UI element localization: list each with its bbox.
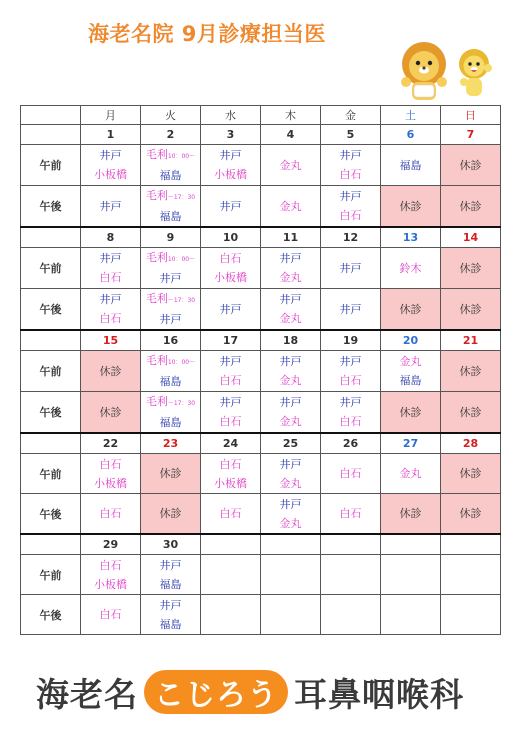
doctor-hours: 10：00～ <box>167 359 196 366</box>
doctor-cell <box>321 454 381 494</box>
doctor-name: 毛利10：00～ <box>145 354 196 367</box>
closed-cell <box>441 454 501 494</box>
closed-label: 休診 <box>99 405 122 419</box>
doctor-name: 白石 <box>219 374 242 387</box>
date-cell: 7 <box>441 125 501 145</box>
morning-label: 午前 <box>21 454 81 494</box>
doctor-cell <box>81 186 141 228</box>
date-cell: 23 <box>141 433 201 454</box>
date-cell: 11 <box>261 227 321 248</box>
closed-cell <box>441 494 501 535</box>
morning-label: 午前 <box>21 248 81 289</box>
date-cell: 14 <box>441 227 501 248</box>
afternoon-label: 午後 <box>21 392 81 434</box>
doctor-cell <box>141 595 201 635</box>
doctor-name: 福島 <box>159 210 182 223</box>
doctor-cell <box>201 351 261 392</box>
clinic-name-prefix: 海老名 <box>36 674 138 714</box>
clinic-name-suffix: 耳鼻咽喉科 <box>294 674 464 714</box>
date-cell: 19 <box>321 330 381 351</box>
weekday-header: 金 <box>321 106 381 125</box>
closed-cell <box>381 392 441 434</box>
doctor-cell <box>261 454 321 494</box>
date-cell: 13 <box>381 227 441 248</box>
doctor-name: 金丸 <box>399 467 422 480</box>
doctor-cell <box>141 145 201 186</box>
afternoon-label: 午後 <box>21 186 81 228</box>
doctor-cell <box>81 248 141 289</box>
doctor-name: 井戸 <box>279 355 302 368</box>
date-cell: 18 <box>261 330 321 351</box>
doctor-name: 金丸 <box>279 415 302 428</box>
doctor-name: 井戸 <box>339 149 362 162</box>
doctor-cell <box>261 186 321 228</box>
doctor-name: 井戸 <box>339 355 362 368</box>
closed-label: 休診 <box>459 302 482 316</box>
closed-cell <box>441 289 501 331</box>
doctor-cell <box>321 289 381 331</box>
closed-label: 休診 <box>459 199 482 213</box>
date-row <box>21 125 501 145</box>
doctor-name: 福島 <box>159 416 182 429</box>
morning-row <box>21 145 501 186</box>
weekday-header: 木 <box>261 106 321 125</box>
closed-label: 休診 <box>159 507 182 520</box>
doctor-name: 小板橋 <box>214 271 247 284</box>
closed-label: 休診 <box>399 199 422 213</box>
afternoon-row <box>21 494 501 535</box>
doctor-name: 毛利10：00～ <box>145 148 196 161</box>
closed-cell <box>441 186 501 228</box>
doctor-name: 井戸 <box>159 313 182 326</box>
doctor-name: 白石 <box>99 312 122 325</box>
doctor-hours: ～17：30 <box>167 297 196 304</box>
doctor-cell <box>201 186 261 228</box>
date-cell: 9 <box>141 227 201 248</box>
doctor-hours: ～17：30 <box>167 400 196 407</box>
doctor-name: 井戸 <box>99 149 122 162</box>
closed-cell <box>81 392 141 434</box>
doctor-name: 福島 <box>399 374 422 387</box>
doctor-cell <box>81 145 141 186</box>
doctor-name: 井戸 <box>339 302 362 316</box>
date-cell: 30 <box>141 534 201 555</box>
doctor-cell <box>261 595 321 635</box>
date-cell <box>441 534 501 555</box>
closed-label: 休診 <box>459 467 482 480</box>
closed-cell <box>381 494 441 535</box>
doctor-name: 井戸 <box>99 293 122 306</box>
morning-row <box>21 555 501 595</box>
doctor-name: 井戸 <box>279 396 302 409</box>
weekday-header: 日 <box>441 106 501 125</box>
doctor-cell <box>201 454 261 494</box>
date-cell: 3 <box>201 125 261 145</box>
closed-label: 休診 <box>159 467 182 480</box>
doctor-cell <box>261 351 321 392</box>
date-cell <box>381 534 441 555</box>
doctor-name: 白石 <box>99 558 122 572</box>
doctor-name: 小板橋 <box>214 168 247 181</box>
doctor-cell <box>141 392 201 434</box>
date-cell: 17 <box>201 330 261 351</box>
doctor-cell <box>321 595 381 635</box>
date-row <box>21 433 501 454</box>
date-cell: 4 <box>261 125 321 145</box>
date-row <box>21 330 501 351</box>
closed-cell <box>441 351 501 392</box>
lion-mascot-large-icon <box>401 42 447 100</box>
morning-label: 午前 <box>21 145 81 186</box>
afternoon-row <box>21 595 501 635</box>
page-title: 海老名院 9月診療担当医 <box>88 22 326 46</box>
doctor-cell <box>81 494 141 535</box>
closed-cell <box>81 351 141 392</box>
doctor-cell <box>141 289 201 331</box>
doctor-name: 井戸 <box>339 190 362 203</box>
doctor-name: 井戸 <box>99 199 122 213</box>
closed-cell <box>381 186 441 228</box>
doctor-cell <box>261 289 321 331</box>
doctor-cell <box>441 595 501 635</box>
date-cell: 6 <box>381 125 441 145</box>
doctor-name: 井戸 <box>219 302 242 316</box>
closed-cell <box>441 145 501 186</box>
doctor-cell <box>381 145 441 186</box>
doctor-name: 白石 <box>339 415 362 428</box>
doctor-cell <box>201 595 261 635</box>
weekday-header: 火 <box>141 106 201 125</box>
date-row <box>21 227 501 248</box>
doctor-cell <box>261 145 321 186</box>
doctor-cell <box>81 289 141 331</box>
doctor-cell <box>261 248 321 289</box>
date-row <box>21 534 501 555</box>
doctor-name: 井戸 <box>279 497 302 511</box>
doctor-name: 白石 <box>219 415 242 428</box>
doctor-name: 白石 <box>339 507 362 520</box>
doctor-name: 金丸 <box>279 158 302 172</box>
doctor-cell <box>381 454 441 494</box>
doctor-name: 井戸 <box>219 149 242 162</box>
morning-row <box>21 454 501 494</box>
date-row-label <box>21 534 81 555</box>
closed-cell <box>441 392 501 434</box>
doctor-name: 白石 <box>99 271 122 284</box>
doctor-name: 毛利～17：30 <box>145 189 196 202</box>
doctor-name: 井戸 <box>279 252 302 265</box>
date-cell: 25 <box>261 433 321 454</box>
morning-label: 午前 <box>21 555 81 595</box>
doctor-name: 白石 <box>99 507 122 520</box>
doctor-cell <box>381 351 441 392</box>
doctor-cell <box>381 248 441 289</box>
closed-cell <box>141 494 201 535</box>
morning-label: 午前 <box>21 351 81 392</box>
date-cell: 1 <box>81 125 141 145</box>
doctor-name: 井戸 <box>279 457 302 471</box>
doctor-name: 白石 <box>339 168 362 181</box>
closed-label: 休診 <box>399 405 422 419</box>
weekday-header: 水 <box>201 106 261 125</box>
closed-label: 休診 <box>459 158 482 172</box>
date-cell: 12 <box>321 227 381 248</box>
closed-cell <box>141 454 201 494</box>
doctor-name: 金丸 <box>279 374 302 387</box>
date-cell: 26 <box>321 433 381 454</box>
schedule-table <box>20 105 501 635</box>
doctor-name: 白石 <box>339 374 362 387</box>
doctor-name: 井戸 <box>219 199 242 213</box>
doctor-name: 金丸 <box>279 271 302 284</box>
doctor-name: 井戸 <box>339 396 362 409</box>
closed-label: 休診 <box>459 261 482 275</box>
date-cell: 21 <box>441 330 501 351</box>
doctor-cell <box>321 351 381 392</box>
doctor-name: 井戸 <box>159 598 182 612</box>
date-cell: 20 <box>381 330 441 351</box>
date-row-label <box>21 227 81 248</box>
doctor-name: 小板橋 <box>214 476 247 490</box>
doctor-name: 福島 <box>159 375 182 388</box>
doctor-name: 白石 <box>339 209 362 222</box>
date-cell: 5 <box>321 125 381 145</box>
doctor-name: 小板橋 <box>94 168 127 181</box>
weekday-header: 月 <box>81 106 141 125</box>
doctor-name: 小板橋 <box>94 577 127 591</box>
date-cell: 24 <box>201 433 261 454</box>
doctor-cell <box>201 248 261 289</box>
doctor-name: 井戸 <box>99 252 122 265</box>
doctor-cell <box>381 595 441 635</box>
doctor-cell <box>81 555 141 595</box>
doctor-name: 金丸 <box>279 476 302 490</box>
doctor-cell <box>321 248 381 289</box>
clinic-name-footer <box>36 666 464 718</box>
doctor-name: 福島 <box>399 158 422 172</box>
weekday-header: 土 <box>381 106 441 125</box>
closed-label: 休診 <box>459 405 482 419</box>
doctor-name: 白石 <box>219 457 242 471</box>
date-cell <box>321 534 381 555</box>
doctor-name: 金丸 <box>399 355 422 368</box>
doctor-name: 金丸 <box>279 312 302 325</box>
morning-row <box>21 351 501 392</box>
closed-cell <box>381 289 441 331</box>
lion-mascot-small-icon <box>459 49 492 96</box>
closed-label: 休診 <box>459 364 482 378</box>
doctor-name: 井戸 <box>159 272 182 285</box>
doctor-name: 福島 <box>159 577 182 591</box>
doctor-cell <box>81 454 141 494</box>
doctor-cell <box>321 145 381 186</box>
doctor-cell <box>201 392 261 434</box>
doctor-cell <box>141 351 201 392</box>
weekday-header-row <box>21 106 501 125</box>
doctor-name: 金丸 <box>279 516 302 530</box>
doctor-name: 井戸 <box>219 355 242 368</box>
lion-mascots-illustration <box>392 38 502 106</box>
date-cell: 28 <box>441 433 501 454</box>
doctor-cell <box>201 289 261 331</box>
morning-row <box>21 248 501 289</box>
closed-label: 休診 <box>459 507 482 520</box>
doctor-name: 井戸 <box>219 396 242 409</box>
doctor-hours: 10：00～ <box>167 153 196 160</box>
date-cell: 16 <box>141 330 201 351</box>
afternoon-label: 午後 <box>21 494 81 535</box>
header-corner <box>21 106 81 125</box>
doctor-cell <box>201 555 261 595</box>
doctor-cell <box>81 595 141 635</box>
doctor-hours: ～17：30 <box>167 194 196 201</box>
doctor-cell <box>321 494 381 535</box>
afternoon-row <box>21 392 501 434</box>
doctor-name: 金丸 <box>279 199 302 213</box>
doctor-name: 井戸 <box>279 293 302 306</box>
doctor-name: 毛利～17：30 <box>145 395 196 408</box>
doctor-cell <box>141 248 201 289</box>
doctor-name: 白石 <box>99 608 122 621</box>
doctor-cell <box>201 494 261 535</box>
date-cell <box>261 534 321 555</box>
date-row-label <box>21 330 81 351</box>
doctor-cell <box>381 555 441 595</box>
doctor-name: 福島 <box>159 617 182 631</box>
doctor-hours: 10：00～ <box>167 256 196 263</box>
date-row-label <box>21 125 81 145</box>
date-cell: 2 <box>141 125 201 145</box>
doctor-name: 井戸 <box>159 558 182 572</box>
date-cell: 8 <box>81 227 141 248</box>
doctor-name: 白石 <box>99 457 122 471</box>
date-cell: 22 <box>81 433 141 454</box>
doctor-cell <box>261 494 321 535</box>
afternoon-row <box>21 186 501 228</box>
doctor-name: 白石 <box>339 467 362 480</box>
doctor-name: 毛利～17：30 <box>145 292 196 305</box>
doctor-cell <box>441 555 501 595</box>
doctor-name: 毛利10：00～ <box>145 251 196 264</box>
closed-label: 休診 <box>99 364 122 378</box>
afternoon-label: 午後 <box>21 595 81 635</box>
date-cell: 27 <box>381 433 441 454</box>
doctor-name: 福島 <box>159 169 182 182</box>
doctor-cell <box>321 555 381 595</box>
doctor-cell <box>261 555 321 595</box>
afternoon-row <box>21 289 501 331</box>
date-cell <box>201 534 261 555</box>
closed-label: 休診 <box>399 302 422 316</box>
doctor-cell <box>321 392 381 434</box>
closed-label: 休診 <box>399 507 422 520</box>
doctor-cell <box>201 145 261 186</box>
date-cell: 29 <box>81 534 141 555</box>
clinic-name-highlight: こじろう <box>144 670 288 714</box>
date-cell: 15 <box>81 330 141 351</box>
doctor-name: 白石 <box>219 507 242 520</box>
doctor-name: 小板橋 <box>94 476 127 490</box>
doctor-cell <box>141 186 201 228</box>
date-cell: 10 <box>201 227 261 248</box>
afternoon-label: 午後 <box>21 289 81 331</box>
doctor-cell <box>141 555 201 595</box>
closed-cell <box>441 248 501 289</box>
doctor-cell <box>261 392 321 434</box>
doctor-name: 白石 <box>219 252 242 265</box>
doctor-name: 井戸 <box>339 261 362 275</box>
doctor-name: 鈴木 <box>399 261 422 275</box>
date-row-label <box>21 433 81 454</box>
doctor-cell <box>321 186 381 228</box>
